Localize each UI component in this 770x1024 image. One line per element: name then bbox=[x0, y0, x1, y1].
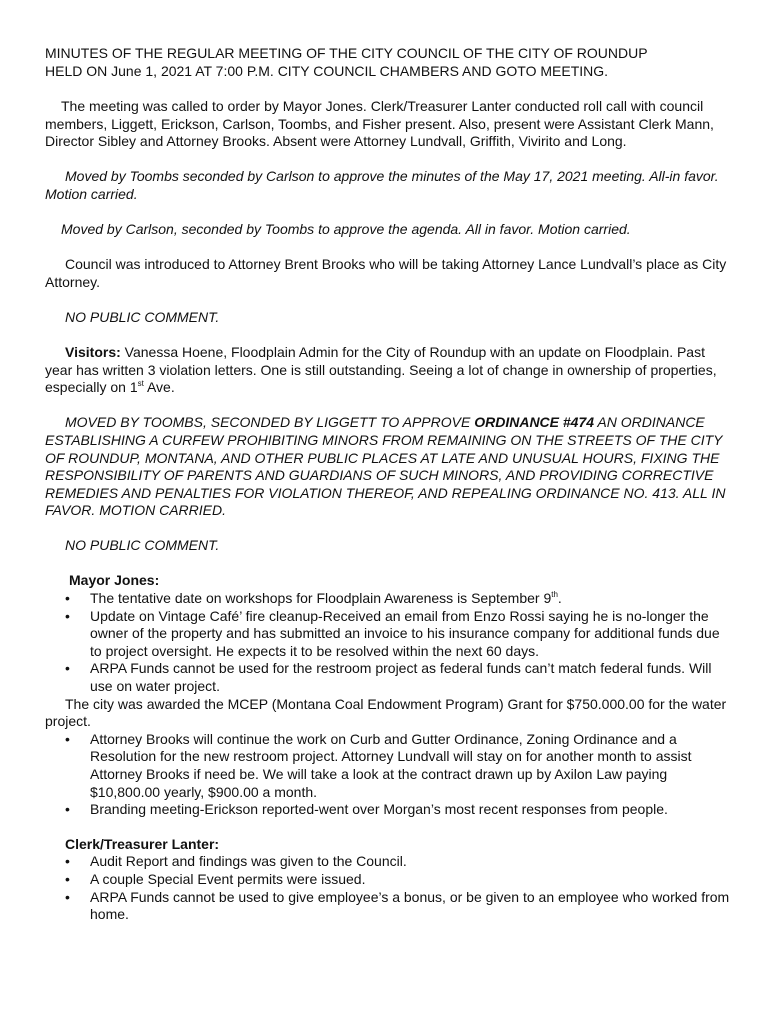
motion-minutes-paragraph: Moved by Toombs seconded by Carlson to approve the minutes of the May 17, 2021 meeting. All-in favor. Motion carried. bbox=[45, 168, 719, 203]
bullet-icon: • bbox=[65, 607, 70, 624]
public-comment-2: NO PUBLIC COMMENT. bbox=[65, 537, 220, 554]
bullet-icon: • bbox=[65, 853, 70, 870]
bullet-icon: • bbox=[65, 660, 70, 677]
visitors-text-end: Ave. bbox=[143, 379, 175, 396]
list-item: • Update on Vintage Café’ fire cleanup-Received an email from Enzo Rossi saying he is no-longer the owner of the property and has submitted an invoice to his insurance company for additional funds due to project oversight. He expects it to be resolved within the next 60 days. bbox=[65, 607, 720, 659]
mayor-list-continued bbox=[45, 731, 735, 819]
clerk-heading: Clerk/Treasurer Lanter: bbox=[65, 835, 220, 852]
introduction-paragraph: Council was introduced to Attorney Brent Brooks who will be taking Attorney Lance Lundvall’s place as City Attorney. bbox=[45, 256, 727, 290]
mayor-list bbox=[45, 590, 735, 696]
list-item: • ARPA Funds cannot be used for the restroom project as federal funds can’t match federal funds. Will use on water project. bbox=[65, 660, 712, 695]
bullet-icon: • bbox=[65, 888, 70, 905]
call-to-order-paragraph: The meeting was called to order by Mayor Jones. Clerk/Treasurer Lanter conducted roll call with council members, Liggett, Erickson, Carlson, Toombs, and Fisher present. Also, present were Assistant Clerk Mann, Director Sibley and Attorney Brooks. Absent were Attorney Lundvall, Griffith, Vivirito and Long. bbox=[45, 98, 714, 150]
list-item: • Branding meeting-Erickson reported-went over Morgan’s most recent responses from people. bbox=[65, 801, 668, 818]
visitors-label: Visitors: bbox=[65, 344, 121, 361]
bullet-icon: • bbox=[65, 801, 70, 818]
minutes-document bbox=[45, 45, 735, 924]
clerk-list bbox=[45, 853, 735, 923]
bullet-icon: • bbox=[65, 590, 70, 607]
list-item: • ARPA Funds cannot be used to give employee’s a bonus, or be given to an employee who worked from home. bbox=[65, 888, 730, 923]
visitors-superscript: st bbox=[137, 379, 144, 389]
ordinance-motion-start: MOVED BY TOOMBS, SECONDED BY LIGGETT TO APPROVE bbox=[65, 414, 475, 431]
ordinance-motion-body: AN ORDINANCE ESTABLISHING A CURFEW PROHIBITING MINORS FROM REMAINING ON THE STREETS OF THE CITY OF ROUNDUP, MONTANA, AND OTHER PUBLIC PLACES AT LATE AND UNUSUAL HOURS, FIXING THE RESPONSIBILITY OF PARENTS AND GUARDIANS OF SUCH MINORS, AND PROVIDING CORRECTIVE REMEDIES AND PENALTIES FOR VIOLATION THEREOF, AND REPEALING ORDINANCE NO. 413. ALL IN FAVOR. MOTION CARRIED. bbox=[45, 414, 726, 519]
ordinance-motion-paragraph bbox=[45, 414, 735, 520]
ordinance-number: ORDINANCE #474 bbox=[474, 414, 595, 431]
mayor-item-superscript: th bbox=[551, 590, 558, 600]
list-item: • The tentative date on workshops for Floodplain Awareness is September 9th. bbox=[65, 590, 562, 607]
document-title bbox=[45, 45, 735, 80]
title-line-1: MINUTES OF THE REGULAR MEETING OF THE CITY COUNCIL OF THE CITY OF ROUNDUP bbox=[45, 45, 648, 61]
bullet-icon: • bbox=[65, 870, 70, 887]
public-comment-1: NO PUBLIC COMMENT. bbox=[65, 308, 220, 325]
bullet-icon: • bbox=[65, 730, 70, 747]
list-item: • A couple Special Event permits were issued. bbox=[65, 870, 366, 887]
visitors-text: Vanessa Hoene, Floodplain Admin for the City of Roundup with an update on Floodplain. Past year has written 3 violation letters. One is still outstanding. Seeing a lot of change in ownership of properties, especially on 1 bbox=[45, 344, 717, 396]
list-item: • Audit Report and findings was given to the Council. bbox=[65, 853, 407, 870]
motion-agenda-paragraph: Moved by Carlson, seconded by Toombs to approve the agenda. All in favor. Motion carried. bbox=[61, 221, 631, 238]
list-item: • Attorney Brooks will continue the work on Curb and Gutter Ordinance, Zoning Ordinance and a Resolution for the new restroom project. Attorney Lundvall will stay on for another month to assist Attorney Brooks if need be. We will take a look at the contract drawn up by Axilon Law paying $10,800.00 yearly, $900.00 a month. bbox=[65, 730, 692, 800]
visitors-paragraph bbox=[45, 344, 735, 397]
title-line-2: HELD ON June 1, 2021 AT 7:00 P.M. CITY COUNCIL CHAMBERS AND GOTO MEETING. bbox=[45, 62, 609, 79]
mayor-heading: Mayor Jones: bbox=[69, 572, 160, 589]
grant-paragraph: The city was awarded the MCEP (Montana Coal Endowment Program) Grant for $750.000.00 for the water project. bbox=[45, 695, 727, 730]
